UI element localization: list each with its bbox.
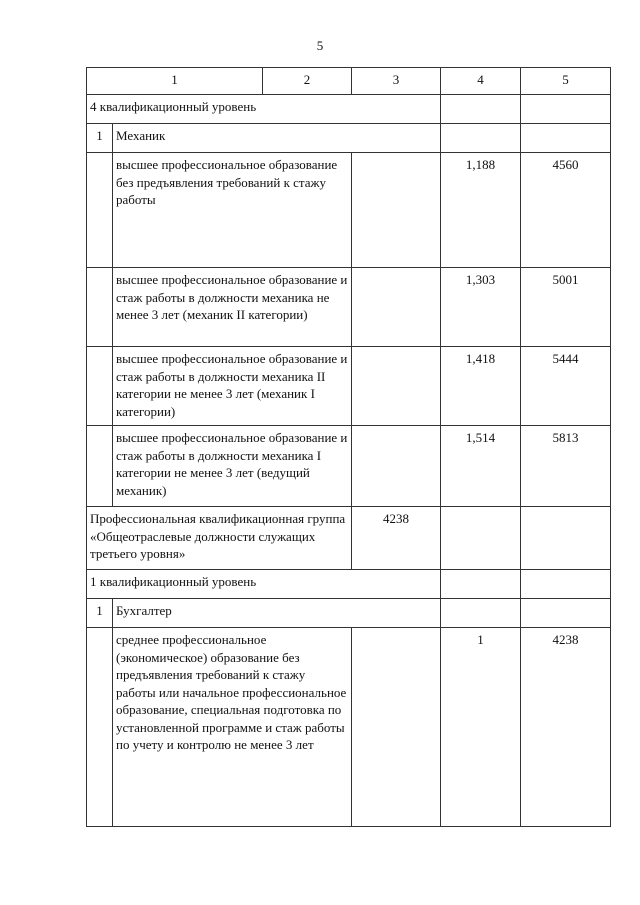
requirement-text: среднее профессиональное (экономическое) образование без предъявления требований к стажу работы или начальное профессиональное образование, специальная подготовка по установленной программе и стаж работы по учету и контролю не менее 3 лет bbox=[113, 628, 352, 827]
coefficient: 1 bbox=[441, 628, 521, 827]
requirement-text: высшее профессиональное образование и стаж работы в должности механика не менее 3 лет (механик II категории) bbox=[113, 268, 352, 347]
table-row bbox=[87, 153, 611, 268]
header-col-4: 4 bbox=[441, 68, 521, 95]
salary: 4560 bbox=[521, 153, 611, 268]
requirement-text: высшее профессиональное образование и стаж работы в должности механика II категории не менее 3 лет (механик I категории) bbox=[113, 347, 352, 426]
group-row bbox=[87, 507, 611, 570]
page-number: 5 bbox=[316, 38, 324, 53]
level-row bbox=[87, 95, 611, 124]
position-row bbox=[87, 599, 611, 628]
position-title: Бухгалтер bbox=[113, 599, 441, 628]
position-row bbox=[87, 124, 611, 153]
salary: 5444 bbox=[521, 347, 611, 426]
header-col-3: 3 bbox=[352, 68, 441, 95]
coefficient: 1,514 bbox=[441, 426, 521, 507]
header-col-1: 1 bbox=[87, 68, 263, 95]
requirement-text: высшее профессиональное образование и стаж работы в должности механика I категории не менее 3 лет (ведущий механик) bbox=[113, 426, 352, 507]
salary: 4238 bbox=[521, 628, 611, 827]
table-header-row bbox=[87, 68, 611, 95]
position-number: 1 bbox=[87, 124, 113, 153]
salary: 5001 bbox=[521, 268, 611, 347]
group-base-salary: 4238 bbox=[352, 507, 441, 570]
coefficient: 1,303 bbox=[441, 268, 521, 347]
requirement-text: высшее профессиональное образование без предъявления требований к стажу работы bbox=[113, 153, 352, 268]
salary: 5813 bbox=[521, 426, 611, 507]
table-row bbox=[87, 426, 611, 507]
level-title: 1 квалификационный уровень bbox=[87, 570, 441, 599]
salary-table bbox=[86, 67, 611, 827]
coefficient: 1,188 bbox=[441, 153, 521, 268]
table-row bbox=[87, 628, 611, 827]
level-row bbox=[87, 570, 611, 599]
coefficient: 1,418 bbox=[441, 347, 521, 426]
header-col-5: 5 bbox=[521, 68, 611, 95]
table-row bbox=[87, 268, 611, 347]
level-title: 4 квалификационный уровень bbox=[87, 95, 441, 124]
position-number: 1 bbox=[87, 599, 113, 628]
table-row bbox=[87, 347, 611, 426]
group-title: Профессиональная квалификационная группа «Общеотраслевые должности служащих третьего уровня» bbox=[87, 507, 352, 570]
header-col-2: 2 bbox=[263, 68, 352, 95]
position-title: Механик bbox=[113, 124, 441, 153]
